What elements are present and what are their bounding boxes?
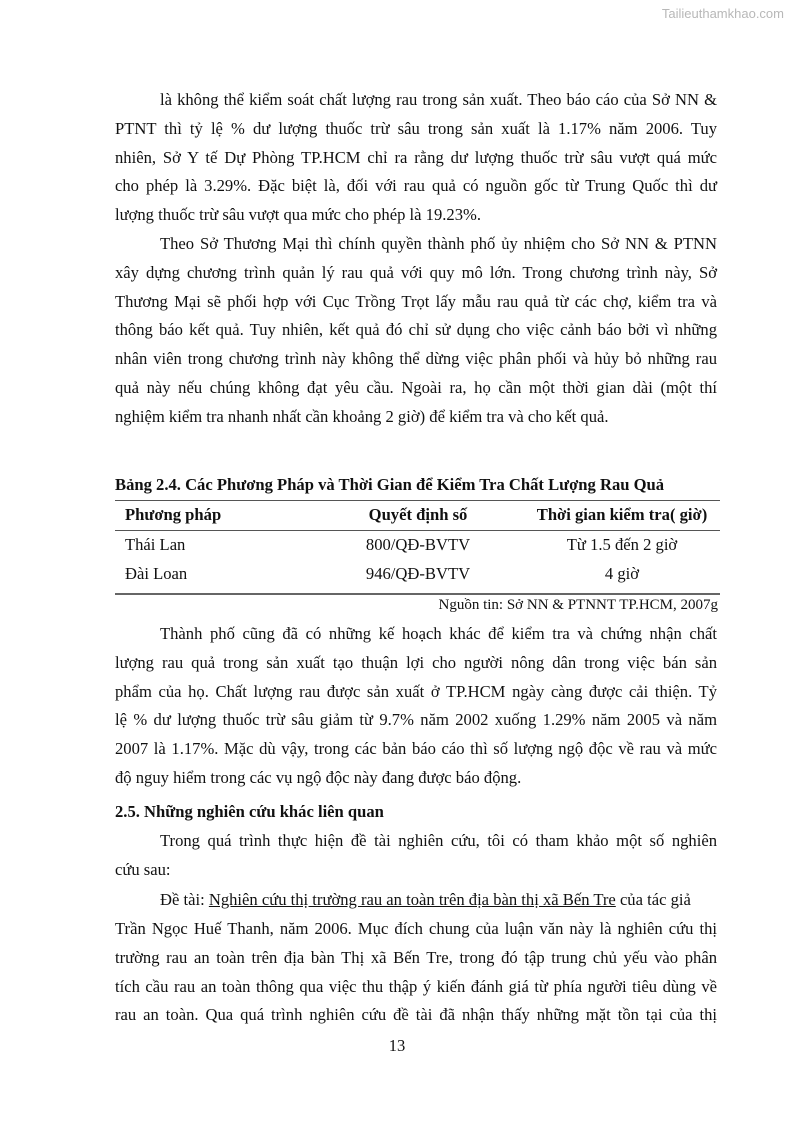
paragraph3-line: phẩm của họ. Chất lượng rau được sản xuất ở TP.HCM ngày càng được cải thiện. Tỷ (115, 681, 717, 701)
table-cell: Thái Lan (125, 535, 186, 554)
paragraph3-line: độ nguy hiểm trong các vụ ngộ độc này đang được báo động. (115, 768, 522, 787)
paragraph1-line: lượng thuốc trừ sâu vượt qua mức cho phép là 19.23%. (115, 205, 481, 225)
paragraph4-line: cứu sau: (115, 859, 171, 879)
table-header-cell: Quyết định số (368, 505, 468, 524)
thesis-title-link: Nghiên cứu thị trường rau an toàn trên địa bàn thị xã Bến Tre (208, 890, 616, 909)
paragraph2-line: nghiệm kiểm tra nhanh nhất cần khoảng 2 giờ) để kiểm tra và cho kết quả. (115, 406, 609, 426)
table-cell: 946/QĐ-BVTV (365, 564, 471, 583)
paragraph2-line: Thương Mại sẽ phối hợp với Cục Trồng Trọt lấy mẫu rau quả từ các chợ, kiểm tra và (115, 291, 717, 311)
table-source: Nguồn tin: Sở NN & PTNNT TP.HCM, 2007g (438, 597, 718, 613)
table-title: Bảng 2.4. Các Phương Pháp và Thời Gian để Kiểm Tra Chất Lượng Rau Quả (115, 475, 665, 494)
table-cell: Đài Loan (125, 564, 188, 583)
paragraph3-line: 2007 là 1.17%. Mặc dù vậy, trong các bản báo cáo thì số lượng ngộ độc về rau và mức (115, 739, 717, 759)
paragraph2-line: quả này nếu chúng không đạt yêu cầu. Ngoài ra, họ cần một thời gian dài (một thí (115, 378, 717, 397)
paragraph3-line: lệ % dư lượng thuốc trừ sâu giảm từ 9.7% năm 2002 xuống 1.29% năm 2005 và năm (115, 710, 717, 730)
paragraph5-line: trường rau an toàn trên địa bàn Thị xã Bến Tre, trong đó tập trung chủ yếu vào phân (115, 947, 717, 967)
paragraph2-line: nhân viên trong chương trình này không thể dừng việc phân phối và hủy bỏ những rau (115, 349, 717, 369)
table-top-rule (115, 500, 720, 501)
paragraph3-line: lượng rau quả trong sản xuất tạo thuận lợi cho người nông dân trong việc bán sản (115, 652, 717, 672)
paragraph2-line: Theo Sở Thương Mại thì chính quyền thành phố ủy nhiệm cho Sở NN & PTNN (160, 234, 717, 253)
paragraph1-line: nhiên, Sở Y tế Dự Phòng TP.HCM chỉ ra rằng dư lượng thuốc trừ sâu vượt quá mức (115, 147, 717, 167)
paragraph1-line: PTNT thì tỷ lệ % dư lượng thuốc trừ sâu trong sản xuất là 1.17% năm 2006. Tuy (115, 118, 717, 138)
paragraph5-line: rau an toàn. Qua quá trình nghiên cứu đề tài đã nhận thấy những mặt tồn tại của thị (115, 1005, 717, 1025)
table-header-cell: Phương pháp (125, 505, 222, 524)
paragraph2-line: thông báo kết quả. Tuy nhiên, kết quả đó chỉ sử dụng cho việc cảnh báo bởi vì những (115, 320, 717, 340)
paragraph1-line: cho phép là 3.29%. Đặc biệt là, đối với rau quả có nguồn gốc từ Trung Quốc thì dư (115, 176, 717, 196)
section-heading: 2.5. Những nghiên cứu khác liên quan (115, 802, 384, 821)
table-cell: 800/QĐ-BVTV (365, 535, 471, 554)
table-header-cell: Thời gian kiểm tra( giờ) (536, 505, 708, 524)
suffix: của tác giả (615, 890, 691, 909)
watermark: Tailieuthamkhao.com (661, 6, 784, 21)
page-number: 13 (388, 1036, 406, 1055)
table-cell: 4 giờ (604, 564, 640, 583)
paragraph3-line: Thành phố cũng đã có những kế hoạch khác để kiểm tra và chứng nhận chất (160, 624, 717, 643)
paragraph5-first-line (160, 890, 717, 910)
table-cell: Từ 1.5 đến 2 giờ (566, 535, 678, 554)
table-header-rule (115, 530, 720, 531)
prefix: Đề tài: (160, 890, 209, 909)
paragraph5-line: tích cầu rau an toàn thông qua việc thu thập ý kiến đánh giá từ phía người tiêu dùng về (115, 976, 717, 996)
paragraph5-line: Trần Ngọc Huế Thanh, năm 2006. Mục đích chung của luận văn này là nghiên cứu thị (115, 919, 717, 938)
paragraph4-line: Trong quá trình thực hiện đề tài nghiên cứu, tôi có tham khảo một số nghiên (160, 831, 717, 850)
paragraph1-line: là không thể kiểm soát chất lượng rau trong sản xuất. Theo báo cáo của Sở NN & (160, 90, 717, 109)
paragraph2-line: xây dựng chương trình quản lý rau quả với quy mô lớn. Trong chương trình này, Sở (115, 262, 717, 282)
